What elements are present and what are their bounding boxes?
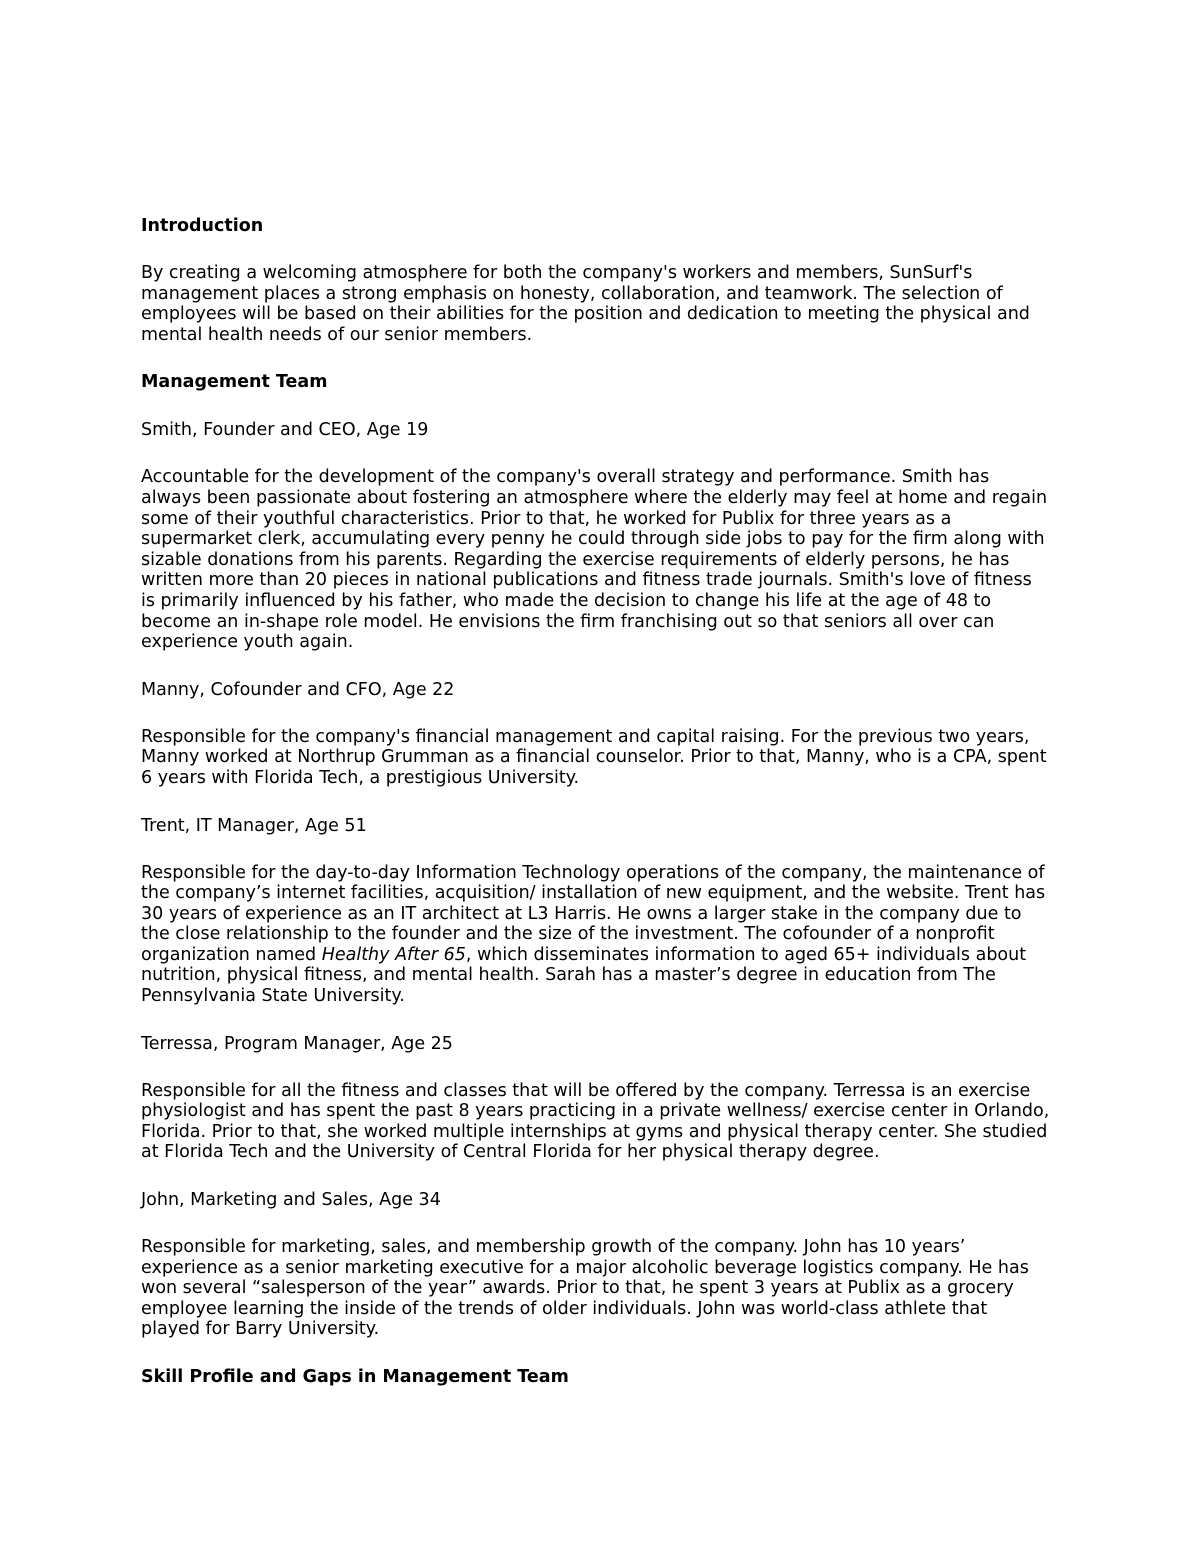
intro-paragraph — [141, 263, 1071, 345]
management-heading: Management Team — [141, 372, 328, 393]
trent-line: Responsible for the day-to-day Information Technology operations of the company, the maintenance of — [141, 862, 1045, 883]
terressa-line: physiologist and has spent the past 8 years practicing in a private wellness/ exercise center in Orlando, — [141, 1101, 1050, 1122]
document-page — [141, 215, 1071, 1414]
skills-heading: Skill Profile and Gaps in Management Team — [141, 1367, 569, 1387]
smith-line: some of their youthful characteristics. Prior to that, he worked for Publix for three years as a — [141, 508, 952, 529]
john-line: Responsible for marketing, sales, and membership growth of the company. John has 10 years’ — [141, 1237, 966, 1258]
smith-line: sizable donations from his parents. Regarding the exercise requirements of elderly persons, he has — [141, 549, 1010, 570]
john-paragraph — [141, 1237, 1071, 1340]
smith-line: supermarket clerk, accumulating every penny he could through side jobs to pay for the firm along with — [141, 529, 1045, 550]
intro-line: management places a strong emphasis on honesty, collaboration, and teamwork. The selection of — [141, 283, 1003, 304]
manny-line: 6 years with Florida Tech, a prestigious University. — [141, 767, 580, 788]
intro-line: employees will be based on their abilities for the position and dedication to meeting the physical and — [141, 304, 1030, 325]
smith-line: experience youth again. — [141, 632, 354, 653]
manny-line: Manny worked at Northrup Grumman as a financial counselor. Prior to that, Manny, who is a CPA, spent — [141, 747, 1047, 768]
trent-paragraph — [141, 863, 1071, 1007]
trent-line: the company’s internet facilities, acquisition/ installation of new equipment, and the website. Trent has — [141, 883, 1046, 904]
trent-line: the close relationship to the founder and the size of the investment. The cofounder of a nonprofit — [141, 924, 995, 945]
terressa-line: Responsible for all the fitness and classes that will be offered by the company. Terressa is an exercise — [141, 1080, 1031, 1101]
smith-line: written more than 20 pieces in national publications and fitness trade journals. Smith's love of fitness — [141, 570, 1032, 591]
john-line: experience as a senior marketing executive for a major alcoholic beverage logistics company. He has — [141, 1257, 1029, 1278]
smith-paragraph — [141, 467, 1071, 652]
smith-title: Smith, Founder and CEO, Age 19 — [141, 420, 429, 441]
nonprofit-name: Healthy After 65 — [321, 944, 466, 965]
trent-title: Trent, IT Manager, Age 51 — [141, 815, 367, 836]
intro-heading: Introduction — [141, 216, 264, 236]
intro-line: mental health needs of our senior members. — [141, 324, 533, 345]
smith-line: become an in-shape role model. He envisions the firm franchising out so that seniors all over can — [141, 611, 995, 632]
terressa-line: at Florida Tech and the University of Central Florida for her physical therapy degree. — [141, 1142, 880, 1163]
smith-line: Accountable for the development of the company's overall strategy and performance. Smith has — [141, 467, 990, 488]
terressa-title: Terressa, Program Manager, Age 25 — [141, 1033, 453, 1054]
smith-line: is primarily influenced by his father, who made the decision to change his life at the age of 48 to — [141, 590, 992, 611]
john-title: John, Marketing and Sales, Age 34 — [141, 1190, 441, 1211]
trent-line-text: , which disseminates information to aged 65+ individuals about — [465, 944, 1027, 965]
trent-line: 30 years of experience as an IT architect at L3 Harris. He owns a larger stake in the company due to — [141, 903, 1022, 924]
smith-line: always been passionate about fostering an atmosphere where the elderly may feel at home and regain — [141, 487, 1048, 508]
john-line: employee learning the inside of the trends of older individuals. John was world-class athlete that — [141, 1298, 988, 1319]
trent-line: nutrition, physical fitness, and mental health. Sarah has a master’s degree in education from The — [141, 965, 996, 986]
trent-line — [141, 945, 1071, 966]
manny-paragraph — [141, 727, 1071, 789]
john-line: played for Barry University. — [141, 1319, 380, 1340]
manny-title: Manny, Cofounder and CFO, Age 22 — [141, 679, 455, 700]
john-line: won several “salesperson of the year” awards. Prior to that, he spent 3 years at Publix as a grocery — [141, 1278, 1014, 1299]
intro-line: By creating a welcoming atmosphere for both the company's workers and members, SunSurf's — [141, 263, 973, 283]
terressa-paragraph — [141, 1081, 1071, 1163]
terressa-line: Florida. Prior to that, she worked multiple internships at gyms and physical therapy center. She studied — [141, 1121, 1048, 1142]
manny-line: Responsible for the company's financial management and capital raising. For the previous two years, — [141, 726, 1030, 747]
trent-line: Pennsylvania State University. — [141, 986, 405, 1007]
trent-line-text: organization named — [141, 944, 322, 965]
